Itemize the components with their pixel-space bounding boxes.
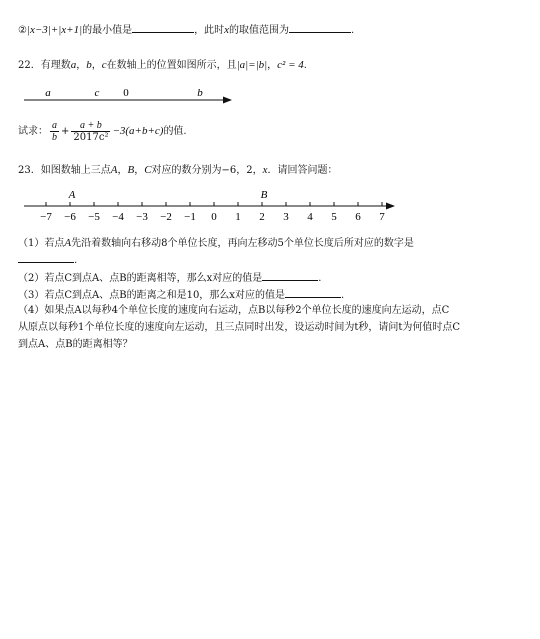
tick-label: 1 bbox=[235, 211, 241, 223]
q23-p4-l1: （4）如果点A以每秒4个单位长度的速度向右运动，点B以每秒2个单位长度的速度向左运动，点C bbox=[18, 305, 450, 316]
tick-label: −7 bbox=[40, 211, 52, 223]
abs-expression: |x−3|+|x+1| bbox=[26, 24, 83, 36]
q22-label-a: a bbox=[45, 87, 51, 99]
q23-part1 bbox=[18, 236, 414, 251]
q23-p1a: （1）若点 bbox=[18, 238, 65, 249]
fraction-a-over-b bbox=[50, 120, 59, 143]
q23-p1-end: . bbox=[74, 255, 78, 266]
q23-label-A: A bbox=[68, 189, 76, 201]
q22-cond1: |a|=|b| bbox=[236, 59, 268, 71]
q23-stem bbox=[18, 163, 338, 178]
tick-label: −1 bbox=[184, 211, 196, 223]
tick-label: 3 bbox=[283, 211, 289, 223]
q23-part1-cont bbox=[18, 252, 77, 268]
q23-p2-text: （2）若点C到点A、点B的距离相等，那么x对应的值是 bbox=[18, 273, 263, 284]
q23-B: B bbox=[127, 164, 135, 176]
tick-label: 5 bbox=[331, 211, 337, 223]
tick-label: 0 bbox=[211, 211, 217, 223]
q23-A: A bbox=[110, 164, 118, 176]
q23-part4-line2 bbox=[18, 321, 460, 335]
frac-num: a + b bbox=[71, 120, 110, 132]
q23-label-B: B bbox=[260, 189, 268, 201]
frac-den: 2017c² bbox=[73, 132, 109, 143]
answer-blank[interactable] bbox=[18, 252, 74, 263]
q22-var-a: a bbox=[70, 59, 77, 71]
circle-number: ② bbox=[18, 25, 27, 36]
q23-part3 bbox=[18, 287, 344, 303]
q22-cond2: c² = 4 bbox=[277, 59, 304, 71]
q22-stem-text: 22．有理数 bbox=[18, 60, 71, 71]
q23-p4-l3: 到点A、点B的距离相等？ bbox=[18, 339, 133, 350]
q23-part4-line3 bbox=[18, 338, 133, 352]
tick-label: −6 bbox=[64, 211, 76, 223]
q22-label-c: c bbox=[94, 87, 100, 99]
q21-text2: ，此时 bbox=[194, 25, 225, 36]
q22-var-c: c bbox=[101, 59, 107, 71]
tick-label: 7 bbox=[379, 211, 385, 223]
q23-p1-A: A bbox=[64, 237, 72, 249]
q22-ask: 试求： bbox=[18, 126, 48, 137]
tick-label: −5 bbox=[88, 211, 100, 223]
tick-label: 2 bbox=[259, 211, 265, 223]
tick-label: 6 bbox=[355, 211, 361, 223]
tick-label: −2 bbox=[160, 211, 172, 223]
q23-number-line bbox=[24, 189, 395, 223]
q23-p3-text: （3）若点C到点A、点B的距离之和是10，那么x对应的值是 bbox=[18, 290, 285, 301]
plus-sign: + bbox=[61, 126, 70, 137]
answer-blank[interactable] bbox=[285, 287, 341, 298]
q21-var: x bbox=[224, 24, 229, 36]
fraction-sum-over-c bbox=[71, 120, 110, 143]
tick-label: −4 bbox=[112, 211, 124, 223]
q23-end: ．请回答问题： bbox=[267, 165, 338, 176]
q23-vals: −6，2， bbox=[221, 165, 263, 176]
q23-C: C bbox=[144, 164, 152, 176]
tick-label: −3 bbox=[136, 211, 148, 223]
q22-sep: ， bbox=[91, 60, 102, 71]
q22-tail-expr: −3(a+b+c) bbox=[112, 125, 164, 137]
q21-end: . bbox=[351, 25, 355, 36]
q23-sep: ， bbox=[117, 165, 128, 176]
q22-label-b: b bbox=[197, 87, 203, 99]
q23-p2-end: . bbox=[318, 273, 322, 284]
q23-mid: 对应的数分别为 bbox=[151, 165, 222, 176]
frac-num: a bbox=[52, 120, 57, 131]
q23-x: x bbox=[262, 164, 268, 176]
q22-label-0: 0 bbox=[123, 87, 129, 99]
q22-mid: 在数轴上的位置如图所示，且 bbox=[106, 60, 237, 71]
q22-expression bbox=[18, 118, 187, 145]
q22-sep: ， bbox=[76, 60, 87, 71]
q21-text1: 的最小值是 bbox=[82, 25, 133, 36]
q22-end: . bbox=[303, 60, 307, 71]
q23-p1b: 先沿着数轴向右移动8个单位长度，再向左移动5个单位长度后所对应的数字是 bbox=[71, 238, 414, 249]
q22-var-b: b bbox=[86, 59, 92, 71]
q22-sep: ， bbox=[267, 60, 278, 71]
q21-text3: 的取值范围为 bbox=[229, 25, 289, 36]
q23-part2 bbox=[18, 270, 321, 286]
answer-blank[interactable] bbox=[262, 270, 318, 281]
q23-part4-line1 bbox=[18, 304, 449, 318]
q23-sep: ， bbox=[134, 165, 145, 176]
q22-number-line bbox=[24, 87, 232, 104]
tick-label: 4 bbox=[307, 211, 313, 223]
q23-p4-l2: 从原点以每秒1个单位长度的速度向左运动，且三点同时出发，设运动时间为t秒，请问t为何值时点C bbox=[18, 322, 461, 333]
q23-p3-end: . bbox=[340, 290, 345, 301]
arrow-head bbox=[223, 97, 232, 104]
q23-stem-text: 23．如图数轴上三点 bbox=[18, 165, 111, 176]
q22-ask-end: 的值. bbox=[163, 126, 187, 137]
arrow-head bbox=[386, 203, 395, 210]
frac-den: b bbox=[52, 132, 57, 143]
